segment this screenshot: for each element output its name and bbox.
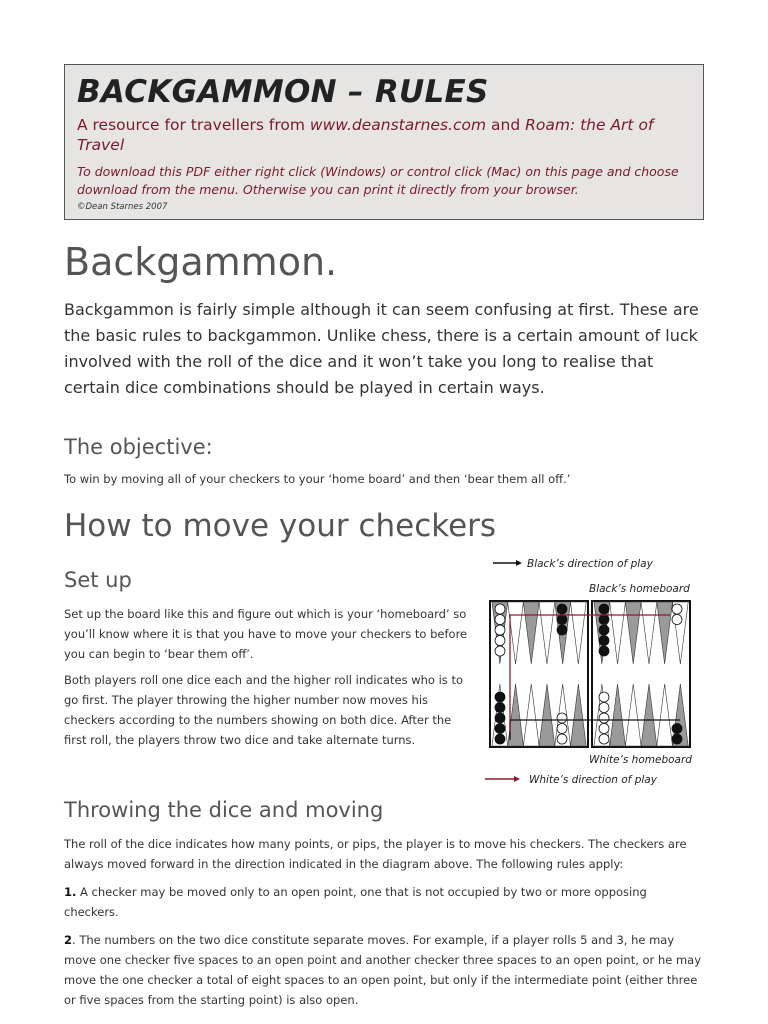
black-checker — [495, 713, 505, 723]
white-checker — [599, 692, 609, 702]
white-checker — [557, 713, 567, 723]
white-checker — [495, 615, 505, 625]
white-direction-label: White’s direction of play — [529, 774, 657, 786]
white-checker — [672, 615, 682, 625]
white-checker — [495, 625, 505, 635]
white-checker — [672, 604, 682, 614]
black-homeboard-label: Black’s homeboard — [589, 583, 690, 595]
setup-paragraph-2: Both players roll one dice each and the higher roll indicates who is to go first. The player throwing the higher number now moves his checkers according to the numbers showing on both dice. After the first roll, the players throw two dice and take alternate turns. — [64, 673, 463, 747]
white-checker — [495, 646, 505, 656]
white-checker — [599, 713, 609, 723]
book-title: Roam: the Art of Travel — [77, 116, 654, 154]
board-diagram — [480, 552, 706, 792]
black-checker — [599, 646, 609, 656]
copyright: ©Dean Starnes 2007 — [77, 202, 168, 212]
white-checker — [495, 636, 505, 646]
throwing-heading: Throwing the dice and moving — [64, 798, 384, 822]
white-checker — [599, 703, 609, 713]
black-checker — [599, 625, 609, 635]
rule-1-text: A checker may be moved only to an open point, one that is not occupied by two or more opposing checkers. — [64, 885, 647, 919]
white-arrow-head — [514, 776, 520, 782]
white-homeboard-label: White’s homeboard — [589, 754, 692, 766]
objective-text: To win by moving all of your checkers to your ‘home board’ and then ‘bear them all off.’ — [64, 472, 571, 486]
black-checker — [599, 615, 609, 625]
banner-title: BACKGAMMON – RULES — [77, 74, 489, 110]
header-banner — [64, 64, 704, 220]
setup-paragraph-1: Set up the board like this and figure out which is your ‘homeboard’ so you’ll know where it is that you have to move your checkers to before you can begin to ‘bear them off’. — [64, 607, 468, 661]
objective-heading: The objective: — [64, 435, 213, 459]
black-checker — [599, 604, 609, 614]
white-checker — [599, 734, 609, 744]
rule-2 — [64, 930, 704, 1010]
black-direction-label: Black’s direction of play — [527, 558, 653, 570]
black-checker — [599, 636, 609, 646]
white-checker — [557, 734, 567, 744]
rule-2-text: . The numbers on the two dice constitute separate moves. For example, if a player rolls 5 and 3, he may move one checker five spaces to an open point and another checker three spaces to an open point, or he may move the one checker a total of eight spaces to an open point, but only if the intermediate point (either three or five spaces from the starting point) is also open. — [64, 933, 702, 1007]
throwing-paragraph: The roll of the dice indicates how many points, or pips, the player is to move his checkers. The checkers are always moved forward in the direction indicated in the diagram above. The following rules apply: — [64, 837, 687, 871]
page-title: Backgammon. — [64, 240, 338, 284]
rule-2-number: 2 — [64, 933, 73, 947]
white-checker — [495, 604, 505, 614]
rule-1 — [64, 882, 704, 922]
intro-paragraph: Backgammon is fairly simple although it can seem confusing at first. These are the basic rules to backgammon. Unlike chess, there is a certain amount of luck involved with the roll of the dice and it won’t take you long to realise that certain dice combinations should be played in certain ways. — [64, 300, 699, 397]
subtitle-and: and — [486, 116, 526, 134]
black-checker — [495, 724, 505, 734]
black-checker — [672, 724, 682, 734]
black-checker — [557, 615, 567, 625]
black-arrow-head — [516, 560, 522, 566]
black-checker — [557, 625, 567, 635]
black-checker — [495, 734, 505, 744]
download-note: To download this PDF either right click (Windows) or control click (Mac) on this page and choose download from the menu. Otherwise you can print it directly from your browser. — [77, 164, 679, 197]
black-checker — [495, 692, 505, 702]
subtitle-prefix: A resource for travellers from — [77, 116, 310, 134]
setup-heading: Set up — [64, 568, 132, 592]
black-checker — [672, 734, 682, 744]
banner-subtitle — [77, 115, 691, 155]
rule-1-number: 1. — [64, 885, 77, 899]
black-checker — [557, 604, 567, 614]
site-link[interactable]: www.deanstarnes.com — [309, 116, 487, 134]
white-checker — [599, 724, 609, 734]
black-checker — [495, 703, 505, 713]
move-heading: How to move your checkers — [64, 508, 497, 544]
white-checker — [557, 724, 567, 734]
